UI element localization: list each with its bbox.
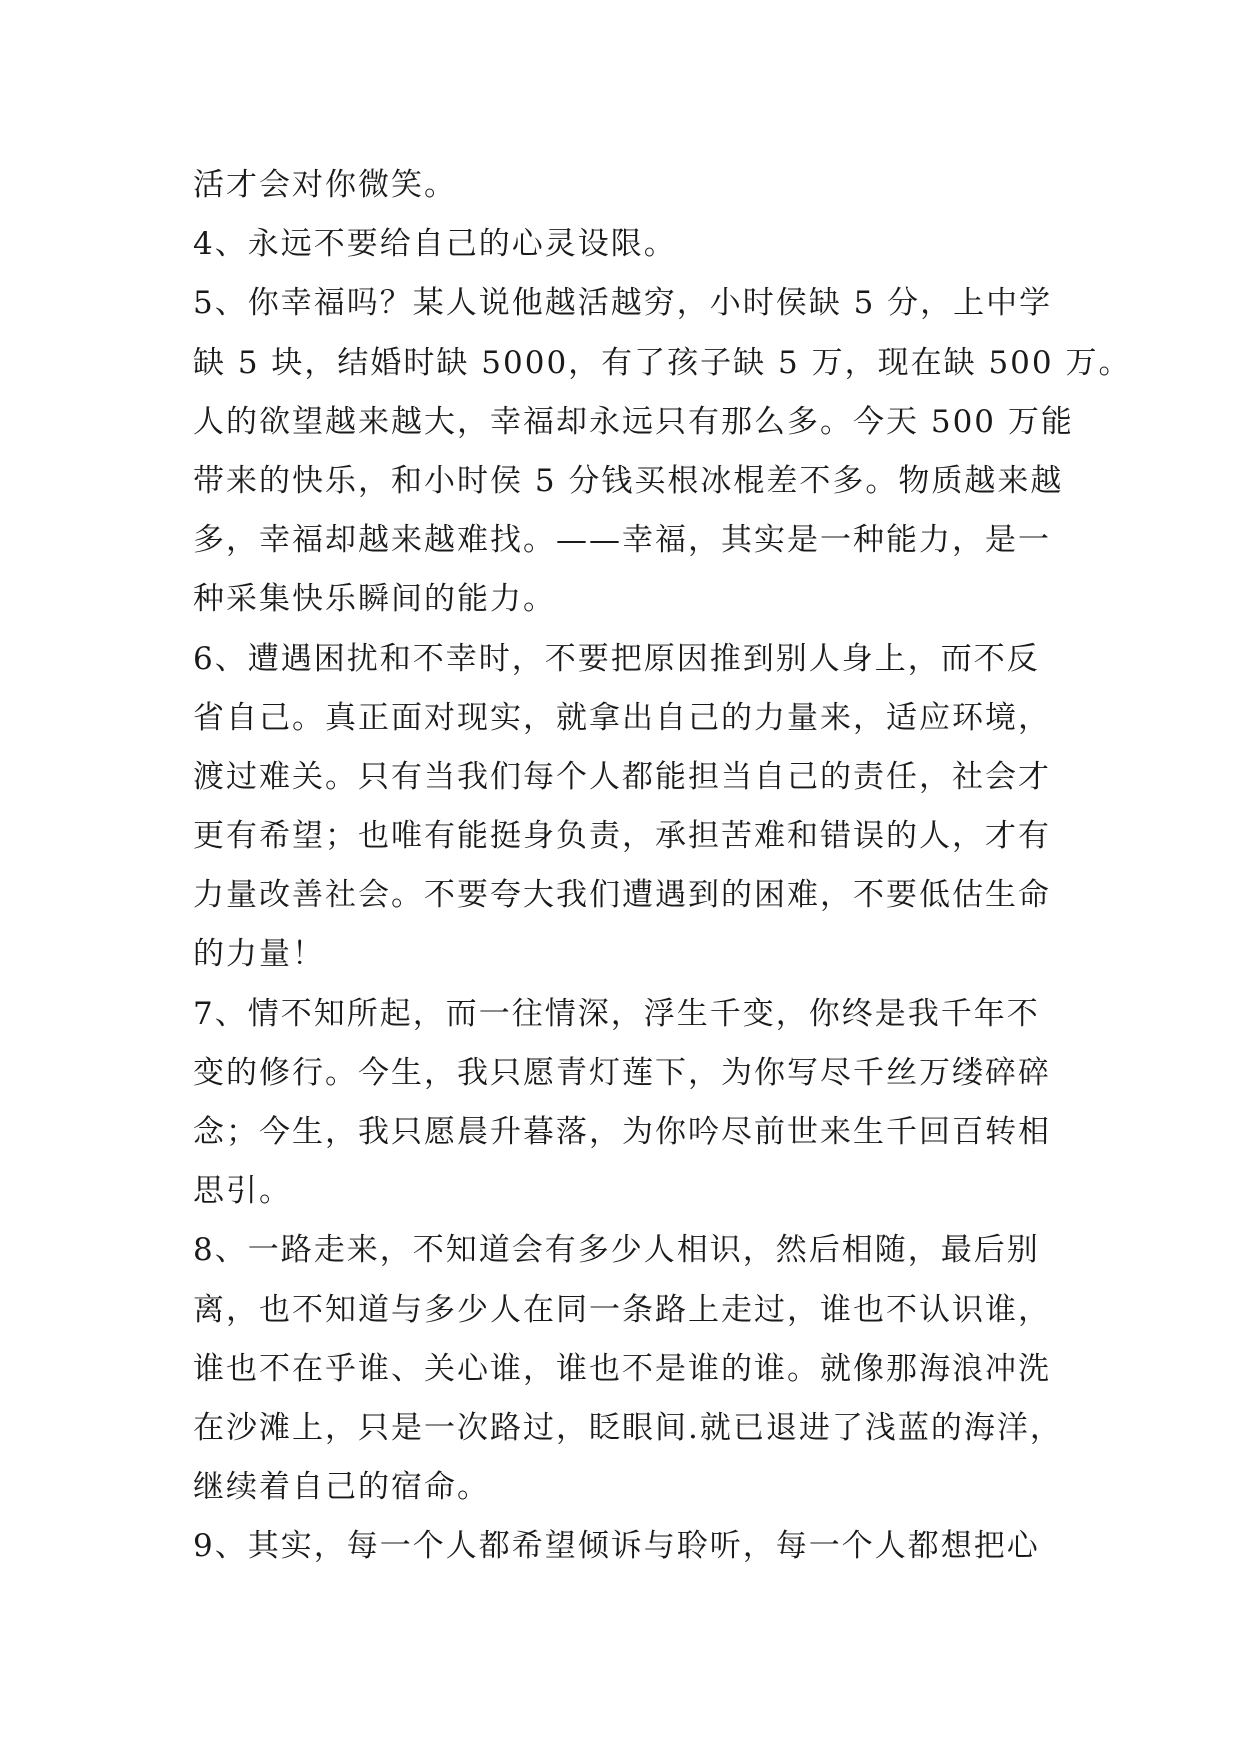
- text-line: 在沙滩上，只是一次路过，眨眼间.就已退进了浅蓝的海洋，: [193, 1409, 1063, 1446]
- text-line: 种采集快乐瞬间的能力。: [193, 581, 556, 618]
- text-line: 5、你幸福吗？某人说他越活越穷，小时侯缺 5 分，上中学: [193, 285, 1053, 322]
- text-line: 思引。: [193, 1173, 292, 1210]
- text-line: 省自己。真正面对现实，就拿出自己的力量来，适应环境，: [193, 699, 1051, 736]
- document-body: [193, 156, 1132, 1577]
- text-line: 多，幸福却越来越难找。——幸福，其实是一种能力，是一: [193, 522, 1051, 559]
- text-line: 更有希望；也唯有能挺身负责，承担苦难和错误的人，才有: [193, 818, 1051, 855]
- text-line: 活才会对你微笑。: [193, 167, 457, 203]
- text-line: 念；今生，我只愿晨升暮落，为你吟尽前世来生千回百转相: [193, 1114, 1051, 1150]
- text-line: 带来的快乐，和小时侯 5 分钱买根冰棍差不多。物质越来越: [193, 462, 1064, 499]
- text-line: 6、遭遇困扰和不幸时，不要把原因推到别人身上，而不反: [193, 640, 1040, 677]
- text-line: 7、情不知所起，而一往情深，浮生千变，你终是我千年不: [193, 995, 1040, 1032]
- text-line: 缺 5 块，结婚时缺 5000，有了孩子缺 5 万，现在缺 500 万。: [193, 344, 1132, 381]
- text-line: 4、永远不要给自己的心灵设限。: [193, 226, 677, 263]
- text-line: 变的修行。今生，我只愿青灯莲下，为你写尽千丝万缕碎碎: [193, 1054, 1051, 1091]
- text-line: 谁也不在乎谁、关心谁，谁也不是谁的谁。就像那海浪冲洗: [193, 1350, 1051, 1387]
- text-line: 9、其实，每一个人都希望倾诉与聆听，每一个人都想把心: [193, 1528, 1040, 1565]
- text-line: 8、一路走来，不知道会有多少人相识，然后相随，最后别: [193, 1232, 1040, 1269]
- text-line: 离，也不知道与多少人在同一条路上走过，谁也不认识谁，: [193, 1291, 1051, 1328]
- text-line: 渡过难关。只有当我们每个人都能担当自己的责任，社会才: [193, 758, 1051, 795]
- text-line: 的力量！: [193, 936, 325, 973]
- text-line: 继续着自己的宿命。: [193, 1469, 490, 1506]
- text-line: 人的欲望越来越大，幸福却永远只有那么多。今天 500 万能: [193, 403, 1074, 440]
- text-line: 力量改善社会。不要夸大我们遭遇到的困难，不要低估生命: [193, 877, 1051, 914]
